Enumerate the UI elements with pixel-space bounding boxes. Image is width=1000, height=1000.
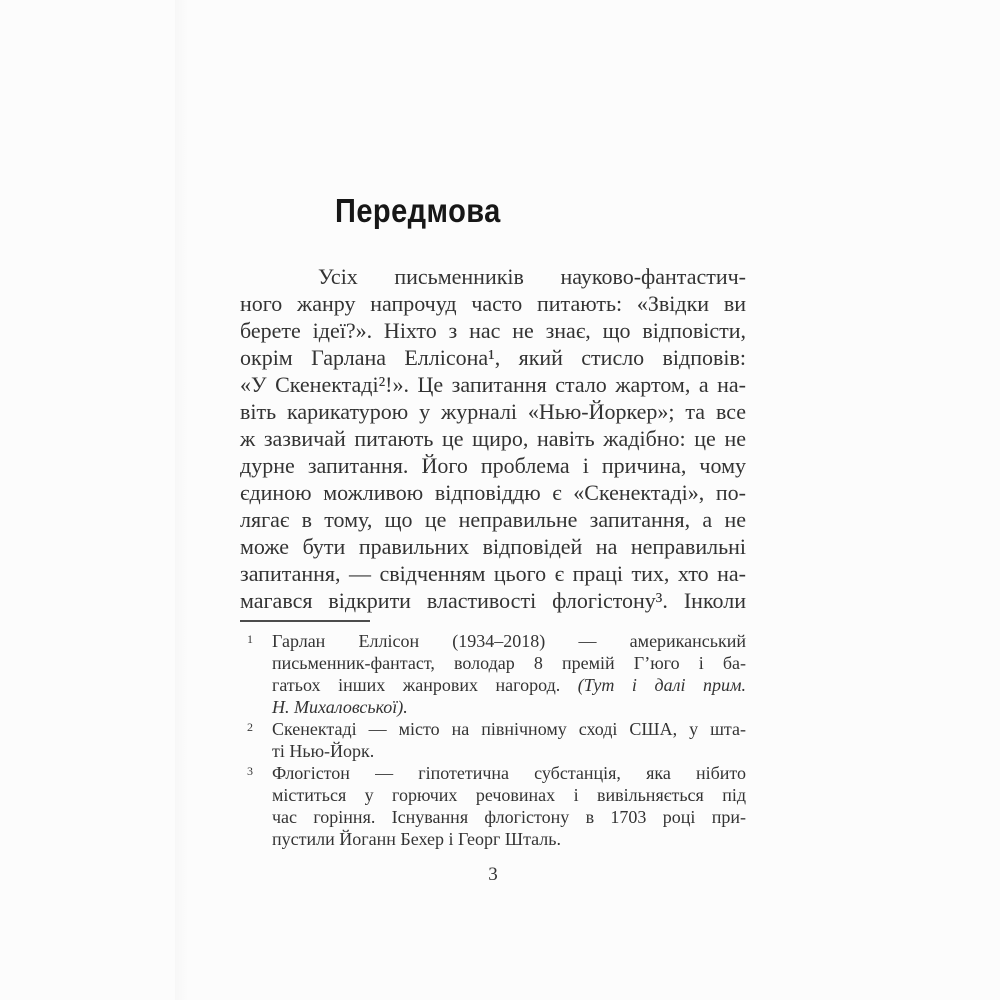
body-line: ного жанру напрочуд часто питають: «Звідки ви bbox=[240, 291, 746, 316]
footnote-line: час горіння. Існування флогістону в 1703 році при- bbox=[272, 807, 746, 827]
footnote-text bbox=[272, 762, 746, 850]
footnote-marker: 1 bbox=[247, 632, 253, 646]
footnote-marker: 3 bbox=[247, 764, 253, 778]
page-title: Передмова bbox=[335, 192, 501, 229]
body-line: берете ідеї?». Ніхто з нас не знає, що відповісти, bbox=[240, 318, 746, 343]
body-line: Усіх письменників науково-фантастич- bbox=[318, 264, 746, 289]
footnote-line: Н. Михаловської). bbox=[272, 697, 408, 717]
footnote-text bbox=[272, 718, 746, 762]
body-line: запитання, — свідченням цього є праці тих, хто на- bbox=[240, 561, 746, 586]
body-line: окрім Гарлана Еллісона¹, який стисло відповів: bbox=[240, 345, 746, 370]
footnotes-section bbox=[240, 630, 746, 850]
footnote bbox=[240, 718, 746, 762]
body-line: магався відкрити властивості флогістону³. Інколи bbox=[240, 588, 746, 613]
footnote-separator bbox=[240, 620, 370, 622]
body-line: єдиною можливою відповіддю є «Скенектаді», по- bbox=[240, 480, 746, 505]
footnote-line: міститься у горючих речовинах і вивільняється під bbox=[272, 785, 746, 805]
page-number: 3 bbox=[488, 864, 498, 885]
body-line: «У Скенектаді²!». Це запитання стало жартом, а на- bbox=[240, 372, 746, 397]
footnote-line: гатьох інших жанрових нагород. (Тут і далі прим. bbox=[272, 675, 746, 695]
body-line: дурне запитання. Його проблема і причина, чому bbox=[240, 453, 746, 478]
footnote-line: ті Нью-Йорк. bbox=[272, 741, 375, 761]
footnote bbox=[240, 630, 746, 718]
body-line: може бути правильних відповідей на неправильні bbox=[240, 534, 746, 559]
footnote-line: письменник-фантаст, володар 8 премій Г’юго і ба- bbox=[272, 653, 746, 673]
body-line: віть карикатурою у журналі «Нью-Йоркер»; та все bbox=[240, 399, 746, 424]
footnote-marker: 2 bbox=[247, 720, 253, 734]
footnote-line: Скенектаді — місто на північному сході США, у шта- bbox=[272, 719, 746, 739]
footnote-line: пустили Йоганн Бехер і Георг Шталь. bbox=[272, 829, 561, 849]
page-content bbox=[240, 194, 746, 886]
footnote-line: Флогістон — гіпотетична субстанція, яка нібито bbox=[272, 763, 746, 783]
body-text bbox=[240, 263, 746, 614]
footnote-line: Гарлан Еллісон (1934–2018) — американський bbox=[272, 631, 746, 651]
footnote bbox=[240, 762, 746, 850]
body-line: ж зазвичай питають це щиро, навіть жадібно: це не bbox=[240, 426, 746, 451]
footnote-text bbox=[272, 630, 746, 718]
body-line: лягає в тому, що це неправильне запитання, а не bbox=[240, 507, 746, 532]
